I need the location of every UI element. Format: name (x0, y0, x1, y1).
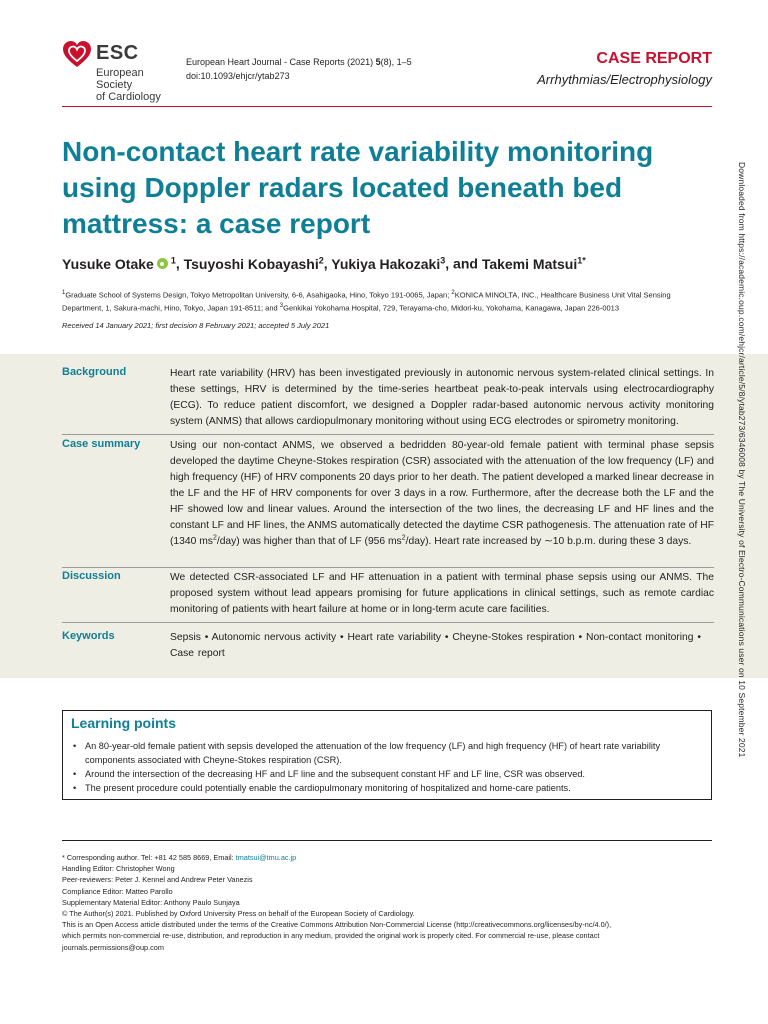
affiliations (62, 288, 712, 313)
author[interactable] (482, 256, 586, 272)
esc-logo (62, 40, 182, 103)
supplementary-editor: Supplementary Material Editor: Anthony Paulo Sunjaya (62, 897, 240, 907)
case-text-sup: 2 (212, 534, 217, 542)
author-affil-sup: 2 (318, 255, 324, 265)
license-line: which permits non-commercial re-use, distribution, and reproduction in any medium, provided the original work is properly cited. For commercial re-use, please contact (62, 931, 600, 941)
author-name: Tsuyoshi Kobayashi (183, 255, 319, 272)
article-type: CASE REPORT (596, 50, 712, 67)
logo-line-2: of Cardiology (96, 91, 161, 103)
corresponding-mark: * (582, 255, 586, 265)
author[interactable] (184, 256, 324, 272)
peer-reviewers: Peer-reviewers: Peter J. Kennel and Andrew Peter Vanezis (62, 875, 253, 885)
abstract-divider (62, 567, 714, 568)
abstract-text (170, 438, 714, 550)
corresponding-author (62, 852, 712, 863)
list-item: • The present procedure could potentially enable the cardiopulmonary monitoring of hospitalized and home-care patients. (71, 781, 703, 795)
affil-text: Genkikai Yokohama Hospital, 729, Terayama-cho, Midori-ku, Yokohama, Kanagawa, Japan 226-0013 (283, 303, 620, 312)
keywords-text: Sepsis • Autonomic nervous activity • Heart rate variability • Cheyne-Stokes respiration • Non-contact monitoring • Case report (170, 632, 701, 659)
author-separator: , (175, 255, 184, 272)
affil-sup: 3 (279, 302, 284, 309)
author-name: Yusuke Otake (62, 255, 154, 272)
abstract-text: Heart rate variability (HRV) has been investigated previously in autonomic nervous system-related clinical settings. In these settings, HRV is determined by the time-series heartbeat peak-to-peak intervals using electrocardiography (ECG). To reduce patient discomfort, we designed a Doppler radar-based autonomic nervous activity monitoring system (ANMS) that allows cardiopulmonary monitoring without using ECG electrodes or spirometry monitoring. (170, 368, 714, 427)
header-divider (62, 106, 712, 107)
journal-citation (186, 55, 412, 83)
affil-sup: 2 (451, 290, 455, 296)
learning-points-list (71, 739, 703, 795)
orcid-icon[interactable] (157, 258, 168, 269)
abstract-panel (0, 354, 768, 678)
list-item: • Around the intersection of the decreasing HF and LF line and the subsequent constant HF and LF line, CSR was observed. (71, 767, 703, 781)
journal-citation-post: (8), 1–5 (380, 57, 412, 67)
case-text-part: /day). Heart rate increased by ∼10 b.p.m. during these 3 days. (405, 536, 692, 547)
download-watermark-text: Downloaded from https://academic.oup.com/ehjcr/article/5/8/ytab273/6346008 by The University of Electro-Communications user on 10 September 2021 (737, 162, 747, 758)
author-separator: , and (445, 255, 482, 272)
journal-citation-pre: European Heart Journal - Case Reports (2021) (186, 57, 376, 67)
author[interactable] (62, 256, 176, 272)
author-name: Takemi Matsui (481, 255, 578, 272)
list-item: • An 80-year-old female patient with sepsis developed the attenuation of the low frequency (LF) and high frequency (HF) of heart rate variability components associated with Cheyne-Stokes respiration (CSR). (71, 739, 703, 767)
case-text-part: Using our non-contact ANMS, we observed a bedridden 80-year-old female patient with terminal phase sepsis developed the daytime Cheyne-Stokes respiration (CSR) associated with the attenuation of the low frequency (LF) and high frequency (HF) of HRV components 20 days prior to her death. The patient developed a marked linear decrease in the LF and the HF of HRV components for over 3 days in a row. Furthermore, after the decrease both the LF and the HF showed low and linear values. Around the intersection of the two lines, the decreasing LF and HF lines and the constant LF and HF lines, the ANMS automatically detected the daytime CSR pathogenesis. The attenuation rate of HF (1340 ms (170, 440, 714, 547)
learning-points-title: Learning points (71, 715, 176, 731)
logo-society-name (96, 67, 182, 103)
author-separator: , (323, 255, 332, 272)
journal-volume: 5 (375, 57, 381, 67)
compliance-editor: Compliance Editor: Matteo Parollo (62, 886, 173, 896)
abstract-label: Keywords (62, 630, 115, 642)
abstract-label: Discussion (62, 570, 121, 582)
received-dates: Received 14 January 2021; first decision 8 February 2021; accepted 5 July 2021 (62, 321, 330, 330)
email-link[interactable]: tmatsui@tmu.ac.jp (235, 853, 297, 862)
abstract-label: Case summary (62, 438, 141, 450)
license-contact[interactable]: journals.permissions@oup.com (62, 942, 164, 952)
footnote-divider (62, 840, 712, 841)
affil-text: KONICA MINOLTA, INC., Healthcare Business Unit Vital Sensing Department, 1, Sakura-machi, Hino, Tokyo, Japan 191-8511; and (62, 290, 671, 312)
abstract-label: Background (62, 366, 127, 378)
author[interactable] (331, 256, 445, 272)
logo-brand: ESC (96, 42, 139, 64)
abstract-text: We detected CSR-associated LF and HF attenuation in a patient with terminal phase sepsis using our ANMS. The proposed system without lead appears promising for future applications in clinical settings, such as remote cardiac monitoring of patients with heart failure at home or in long-term acute care facilities. (170, 572, 714, 615)
case-text-part: /day) was higher than that of LF (956 ms (216, 536, 402, 547)
author-affil-sup: 3 (440, 255, 446, 265)
article-title: Non-contact heart rate variability monitoring using Doppler radars located beneath bed mattress: a case report (62, 136, 654, 239)
learning-points-box (62, 710, 712, 800)
affil-text: Graduate School of Systems Design, Tokyo Metropolitan University, 6-6, Asahigaoka, Hino, Tokyo 191-0065, Japan; (65, 290, 452, 300)
footnotes (62, 852, 712, 953)
author-name: Yukiya Hakozaki (331, 255, 441, 272)
article-section: Arrhythmias/Electrophysiology (537, 72, 712, 87)
copyright: © The Author(s) 2021. Published by Oxford University Press on behalf of the European Society of Cardiology. (62, 909, 415, 919)
esc-heart-icon (62, 40, 92, 70)
case-text-sup: 2 (401, 534, 406, 542)
logo-line-1: European Society (96, 67, 144, 91)
corresponding-text: * Corresponding author. Tel: +81 42 585 8669, Email: (62, 853, 236, 862)
handling-editor: Handling Editor: Christopher Wong (62, 864, 175, 874)
author-affil-sup (577, 255, 586, 265)
download-watermark (733, 162, 749, 862)
doi[interactable]: doi:10.1093/ehjcr/ytab273 (186, 71, 290, 81)
affil-sup: 1 (62, 290, 66, 296)
license-line: This is an Open Access article distributed under the terms of the Creative Commons Attribution Non-Commercial License (http://creativecommons.org/licenses/by-nc/4.0/), (62, 920, 612, 930)
abstract-divider (62, 622, 714, 623)
abstract-divider (62, 434, 714, 435)
author-list (62, 255, 722, 272)
author-affil-number: 1 (577, 255, 583, 265)
journal-citation-line (186, 55, 412, 69)
author-affil-sup: 1 (170, 255, 176, 265)
